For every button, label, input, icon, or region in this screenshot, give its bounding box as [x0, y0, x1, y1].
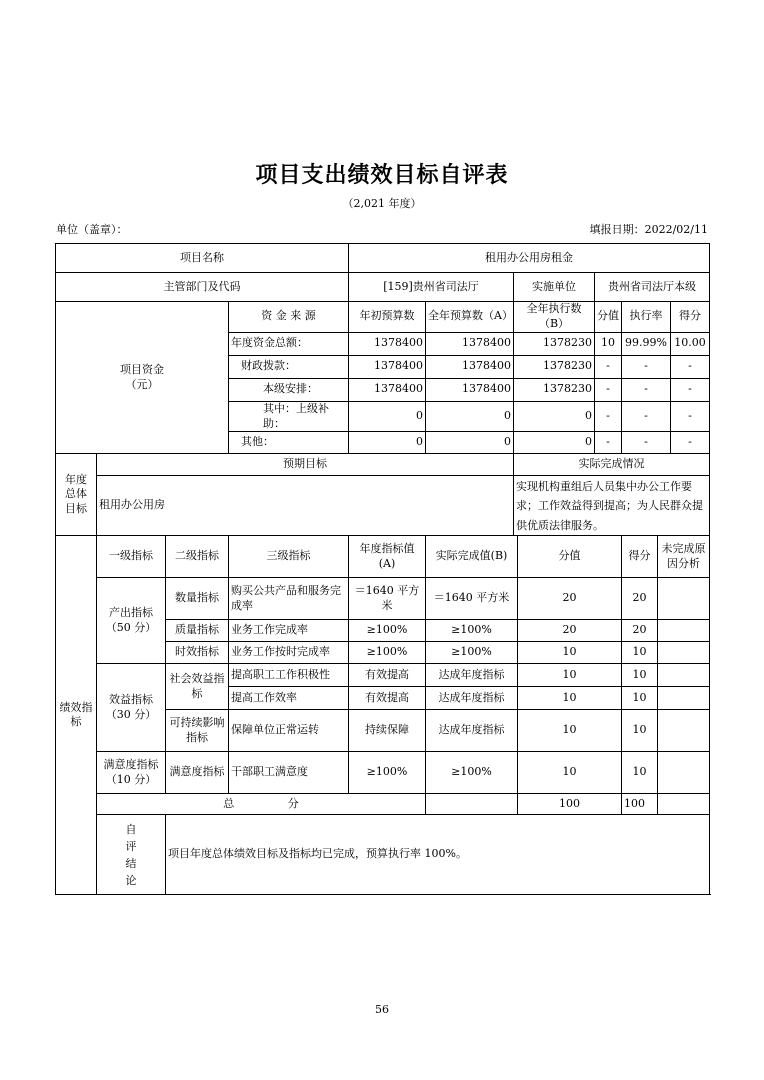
annual-goal-label: 年度 总体 目标 — [56, 454, 97, 536]
level2-quality: 质量指标 — [166, 620, 229, 642]
funds-score-value: 10 — [595, 332, 622, 355]
level2-social-benefit: 社会效益指标 — [166, 664, 229, 710]
indicator-score: 10 — [622, 710, 658, 752]
funds-rate: - — [622, 401, 671, 432]
indicator-actual: ＝1640 平方米 — [426, 578, 518, 620]
conclusion-text: 项目年度总体绩效目标及指标均已完成，预算执行率 100%。 — [166, 815, 710, 895]
evaluation-table — [55, 243, 710, 895]
funds-annual: 1378400 — [426, 378, 514, 401]
header-target: 年度指标值 (A) — [349, 536, 426, 578]
project-name-label: 项目名称 — [56, 244, 349, 273]
indicators-label: 绩效指标 — [56, 536, 97, 895]
funds-annual: 1378400 — [426, 355, 514, 378]
indicator-reason — [658, 687, 710, 710]
funds-header-score-value: 分值 — [595, 302, 622, 333]
indicator-name: 保障单位正常运转 — [229, 710, 349, 752]
impl-label: 实施单位 — [514, 273, 595, 302]
year-note: （2,021 年度） — [342, 197, 422, 210]
total-reason-blank — [658, 794, 710, 815]
header-level2: 二级指标 — [166, 536, 229, 578]
total-score: 100 — [622, 794, 658, 815]
indicator-target: 有效提高 — [349, 664, 426, 687]
funds-score-value: - — [595, 378, 622, 401]
indicator-score-value: 10 — [518, 687, 622, 710]
indicator-actual: ≥100% — [426, 752, 518, 794]
funds-header-rate: 执行率 — [622, 302, 671, 333]
total-score-value: 100 — [518, 794, 622, 815]
funds-rate: - — [622, 432, 671, 454]
indicator-row — [56, 664, 710, 687]
funds-score: 10.00 — [671, 332, 710, 355]
group-satisfaction: 满意度指标 （10 分） — [97, 752, 166, 794]
indicator-score: 20 — [622, 620, 658, 642]
indicator-name: 提高职工工作积极性 — [229, 664, 349, 687]
funds-exec: 0 — [514, 401, 595, 432]
indicator-actual: 达成年度指标 — [426, 664, 518, 687]
funds-initial: 0 — [349, 401, 426, 432]
funds-initial: 0 — [349, 432, 426, 454]
indicator-name: 购买公共产品和服务完成率 — [229, 578, 349, 620]
indicator-target: ≥100% — [349, 620, 426, 642]
indicator-reason — [658, 710, 710, 752]
level2-satisfaction: 满意度指标 — [166, 752, 229, 794]
funds-header-source: 资 金 来 源 — [229, 302, 349, 333]
indicator-reason — [658, 642, 710, 664]
funds-annual: 0 — [426, 401, 514, 432]
header-score: 得分 — [622, 536, 658, 578]
header-level1: 一级指标 — [97, 536, 166, 578]
funds-header-exec: 全年执行数（B） — [514, 302, 595, 333]
funds-source: 年度资金总额： — [229, 332, 349, 355]
indicator-score: 20 — [622, 578, 658, 620]
level2-timeliness: 时效指标 — [166, 642, 229, 664]
indicator-actual: ≥100% — [426, 642, 518, 664]
funds-initial: 1378400 — [349, 355, 426, 378]
funds-score-value: - — [595, 432, 622, 454]
indicator-score: 10 — [622, 664, 658, 687]
indicator-target: ＝1640 平方米 — [349, 578, 426, 620]
funds-initial: 1378400 — [349, 378, 426, 401]
header-level3: 三级指标 — [229, 536, 349, 578]
indicator-target: ≥100% — [349, 642, 426, 664]
indicator-score-value: 10 — [518, 642, 622, 664]
indicator-score: 10 — [622, 642, 658, 664]
form-title: 项目支出绩效目标自评表 — [255, 162, 509, 188]
funds-rate: - — [622, 378, 671, 401]
funds-score: - — [671, 355, 710, 378]
funds-rate: 99.99% — [622, 332, 671, 355]
indicator-name: 业务工作完成率 — [229, 620, 349, 642]
funds-exec: 0 — [514, 432, 595, 454]
indicator-name: 提高工作效率 — [229, 687, 349, 710]
indicator-actual: 达成年度指标 — [426, 687, 518, 710]
funds-exec: 1378230 — [514, 378, 595, 401]
funds-source: 其他： — [229, 432, 349, 454]
total-blank — [426, 794, 518, 815]
funds-exec: 1378230 — [514, 332, 595, 355]
funds-score: - — [671, 378, 710, 401]
dept-label: 主管部门及代码 — [56, 273, 349, 302]
expected-goal-header: 预期目标 — [97, 454, 514, 476]
funds-score: - — [671, 401, 710, 432]
level2-sustainable: 可持续影响指标 — [166, 710, 229, 752]
funds-source: 其中：上级补助： — [229, 401, 349, 432]
indicator-reason — [658, 752, 710, 794]
level2-quantity: 数量指标 — [166, 578, 229, 620]
total-label: 总 分 — [97, 794, 426, 815]
indicator-reason — [658, 620, 710, 642]
funds-initial: 1378400 — [349, 332, 426, 355]
indicator-score-value: 20 — [518, 620, 622, 642]
actual-completion-text: 实现机构重组后人员集中办公工作要求；工作效益得到提高；为人民群众提供优质法律服务。 — [514, 476, 710, 536]
indicator-reason — [658, 578, 710, 620]
funds-annual: 1378400 — [426, 332, 514, 355]
indicator-target: 持续保障 — [349, 710, 426, 752]
indicator-score-value: 10 — [518, 710, 622, 752]
header-score-value: 分值 — [518, 536, 622, 578]
indicator-row — [56, 578, 710, 620]
indicator-score-value: 10 — [518, 752, 622, 794]
group-benefit: 效益指标 （30 分） — [97, 664, 166, 752]
indicator-name: 业务工作按时完成率 — [229, 642, 349, 664]
indicator-row — [56, 752, 710, 794]
fill-date: 填报日期：2022/02/11 — [589, 223, 708, 236]
header-reason: 未完成原因分析 — [658, 536, 710, 578]
funds-label: 项目资金 （元） — [56, 302, 229, 454]
group-output: 产出指标 （50 分） — [97, 578, 166, 664]
funds-source: 财政拨款： — [229, 355, 349, 378]
expected-goal-text: 租用办公用房 — [97, 476, 514, 536]
indicator-score-value: 20 — [518, 578, 622, 620]
funds-rate: - — [622, 355, 671, 378]
indicator-actual: 达成年度指标 — [426, 710, 518, 752]
funds-exec: 1378230 — [514, 355, 595, 378]
indicator-reason — [658, 664, 710, 687]
unit-label: 单位（盖章）： — [56, 223, 128, 236]
header-actual: 实际完成值(B) — [426, 536, 518, 578]
dept-value: [159]贵州省司法厅 — [349, 273, 514, 302]
funds-score: - — [671, 432, 710, 454]
indicator-target: 有效提高 — [349, 687, 426, 710]
indicator-target: ≥100% — [349, 752, 426, 794]
funds-score-value: - — [595, 355, 622, 378]
funds-source: 本级安排： — [229, 378, 349, 401]
page-number: 56 — [375, 1003, 389, 1016]
funds-annual: 0 — [426, 432, 514, 454]
indicator-score: 10 — [622, 752, 658, 794]
actual-completion-header: 实际完成情况 — [514, 454, 710, 476]
funds-header-annual: 全年预算数（A） — [426, 302, 514, 333]
project-name-value: 租用办公用房租金 — [349, 244, 710, 273]
impl-value: 贵州省司法厅本级 — [595, 273, 710, 302]
funds-score-value: - — [595, 401, 622, 432]
indicator-score: 10 — [622, 687, 658, 710]
indicator-name: 干部职工满意度 — [229, 752, 349, 794]
conclusion-label: 自 评 结 论 — [97, 815, 166, 895]
indicator-actual: ≥100% — [426, 620, 518, 642]
indicator-score-value: 10 — [518, 664, 622, 687]
funds-header-initial: 年初预算数 — [349, 302, 426, 333]
funds-header-score: 得分 — [671, 302, 710, 333]
